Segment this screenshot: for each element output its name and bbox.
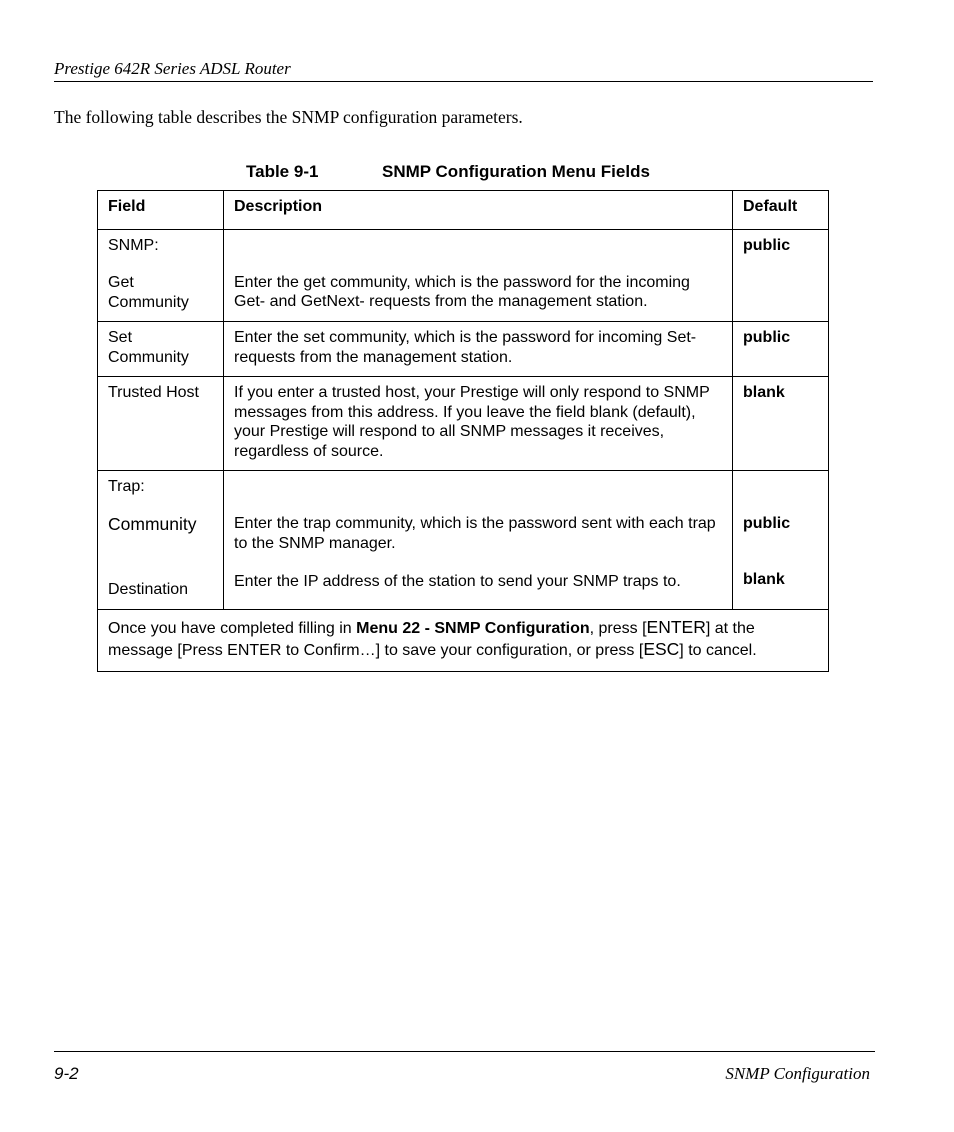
description-text: Enter the get community, which is the password for the incoming Get- and GetNext- requests from the management station.	[234, 273, 690, 310]
note-text: ] at the message [Press ENTER to Confirm…] to save your configuration, or press [	[108, 619, 755, 659]
default-cell: blank	[733, 377, 829, 471]
header-description: Description	[224, 191, 733, 230]
default-cell	[733, 471, 829, 610]
header-default: Default	[733, 191, 829, 230]
table-header-row	[98, 191, 829, 230]
default-value: blank	[743, 570, 785, 588]
footer-rule	[54, 1051, 875, 1052]
default-value: public	[743, 515, 791, 532]
note-text: , press [	[589, 619, 647, 637]
description-cell	[224, 229, 733, 322]
field-name: Get Community	[108, 274, 189, 311]
note-text: ] to cancel.	[679, 641, 757, 659]
caption-number: Table 9-1	[246, 162, 319, 181]
page-number: 9-2	[54, 1064, 79, 1083]
table-note-row	[98, 609, 829, 671]
header-field: Field	[98, 191, 224, 230]
snmp-config-table	[97, 190, 829, 672]
table-row	[98, 229, 829, 322]
note-text: Once you have completed filling in	[108, 619, 357, 637]
caption-title: SNMP Configuration Menu Fields	[382, 162, 650, 181]
field-name: Destination	[108, 581, 189, 598]
description-text: Enter the IP address of the station to send your SNMP traps to.	[234, 573, 681, 590]
esc-key: ESC	[643, 638, 680, 659]
default-cell: public	[733, 322, 829, 377]
table-row	[98, 471, 829, 610]
group-label: Trap:	[108, 478, 145, 495]
header-rule	[54, 81, 873, 82]
table-row	[98, 322, 829, 377]
header-title: Prestige 642R Series ADSL Router	[54, 59, 291, 78]
table-row	[98, 377, 829, 471]
field-cell: Trusted Host	[98, 377, 224, 471]
intro-text: The following table describes the SNMP configuration parameters.	[54, 107, 523, 127]
field-cell: Set Community	[98, 322, 224, 377]
default-cell: public	[733, 229, 829, 322]
field-name: Community	[108, 513, 197, 534]
enter-key: ENTER	[646, 616, 706, 637]
menu-name: Menu 22 - SNMP Configuration	[356, 619, 590, 637]
note-cell	[98, 609, 829, 671]
table-caption	[246, 162, 650, 182]
field-cell	[98, 471, 224, 610]
description-text: Enter the trap community, which is the password sent with each trap to the SNMP manager.	[234, 515, 716, 552]
section-name: SNMP Configuration	[725, 1064, 870, 1083]
description-cell	[224, 471, 733, 610]
field-cell	[98, 229, 224, 322]
description-cell: Enter the set community, which is the password for incoming Set- requests from the management station.	[224, 322, 733, 377]
description-cell: If you enter a trusted host, your Prestige will only respond to SNMP messages from this address. If you leave the field blank (default), your Prestige will respond to all SNMP messages it receives, regardless of source.	[224, 377, 733, 471]
group-label: SNMP:	[108, 236, 159, 254]
